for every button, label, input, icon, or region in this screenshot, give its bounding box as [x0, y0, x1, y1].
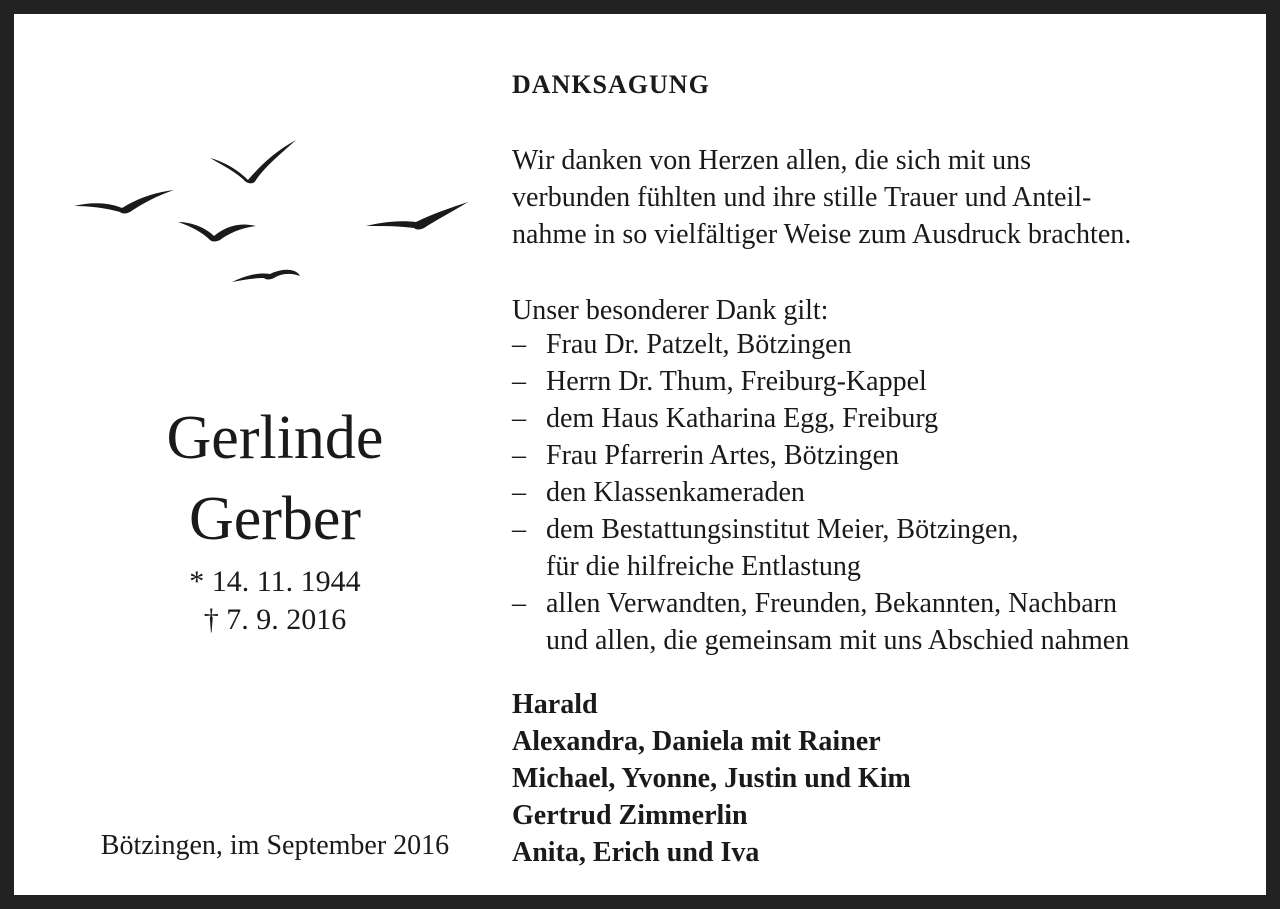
thanks-list	[512, 326, 1129, 659]
deceased-first-name: Gerlinde	[166, 404, 384, 472]
list-item-text: dem Bestattungsinstitut Meier, Bötzingen,	[546, 514, 1019, 545]
bird-icon	[232, 270, 300, 282]
list-item	[512, 474, 1129, 511]
signer: Gertrud Zimmerlin	[512, 800, 748, 831]
birds-flying-icon	[60, 122, 490, 312]
list-item-text: dem Haus Katharina Egg, Freiburg	[546, 403, 939, 434]
list-item-text-continued: und allen, die gemeinsam mit uns Abschied nahmen	[546, 625, 1130, 656]
list-item-text: Frau Pfarrerin Artes, Bötzingen	[546, 440, 900, 471]
dash-bullet: –	[512, 329, 526, 360]
dash-bullet: –	[512, 477, 526, 508]
thanks-title: Unser besonderer Dank gilt:	[512, 295, 829, 326]
intro-line: verbunden fühlten und ihre stille Trauer und Anteil-	[512, 182, 1092, 213]
dash-bullet: –	[512, 440, 526, 471]
dash-bullet: –	[512, 366, 526, 397]
list-item-text: Herrn Dr. Thum, Freiburg-Kappel	[546, 366, 927, 397]
intro-line: nahme in so vielfältiger Weise zum Ausdruck brachten.	[512, 219, 1132, 250]
dash-bullet: –	[512, 588, 526, 619]
signers-list	[512, 686, 911, 871]
list-item-text: allen Verwandten, Freunden, Bekannten, Nachbarn	[546, 588, 1117, 619]
intro-line: Wir danken von Herzen allen, die sich mit uns	[512, 145, 1032, 176]
signer: Michael, Yvonne, Justin und Kim	[512, 763, 911, 794]
signer: Harald	[512, 689, 598, 720]
bird-icon	[178, 222, 256, 242]
list-item-text: den Klassenkameraden	[546, 477, 805, 508]
heading: DANKSAGUNG	[512, 70, 710, 99]
list-item	[512, 326, 1129, 363]
list-item	[512, 400, 1129, 437]
birth-date: * 14. 11. 1944	[189, 565, 361, 598]
list-item	[512, 511, 1129, 585]
dash-bullet: –	[512, 403, 526, 434]
bird-icon	[366, 202, 468, 230]
deceased-last-name: Gerber	[188, 485, 362, 553]
signer: Anita, Erich und Iva	[512, 837, 760, 868]
dash-bullet: –	[512, 514, 526, 545]
bird-icon	[210, 140, 296, 183]
signer: Alexandra, Daniela mit Rainer	[512, 726, 881, 757]
list-item-text-continued: für die hilfreiche Entlastung	[546, 551, 861, 582]
place-and-date: Bötzingen, im September 2016	[100, 830, 450, 861]
list-item	[512, 585, 1129, 659]
death-date: † 7. 9. 2016	[203, 603, 347, 636]
list-item	[512, 437, 1129, 474]
bird-icon	[74, 190, 174, 214]
list-item-text: Frau Dr. Patzelt, Bötzingen	[546, 329, 852, 360]
intro-paragraph	[512, 142, 1252, 253]
list-item	[512, 363, 1129, 400]
